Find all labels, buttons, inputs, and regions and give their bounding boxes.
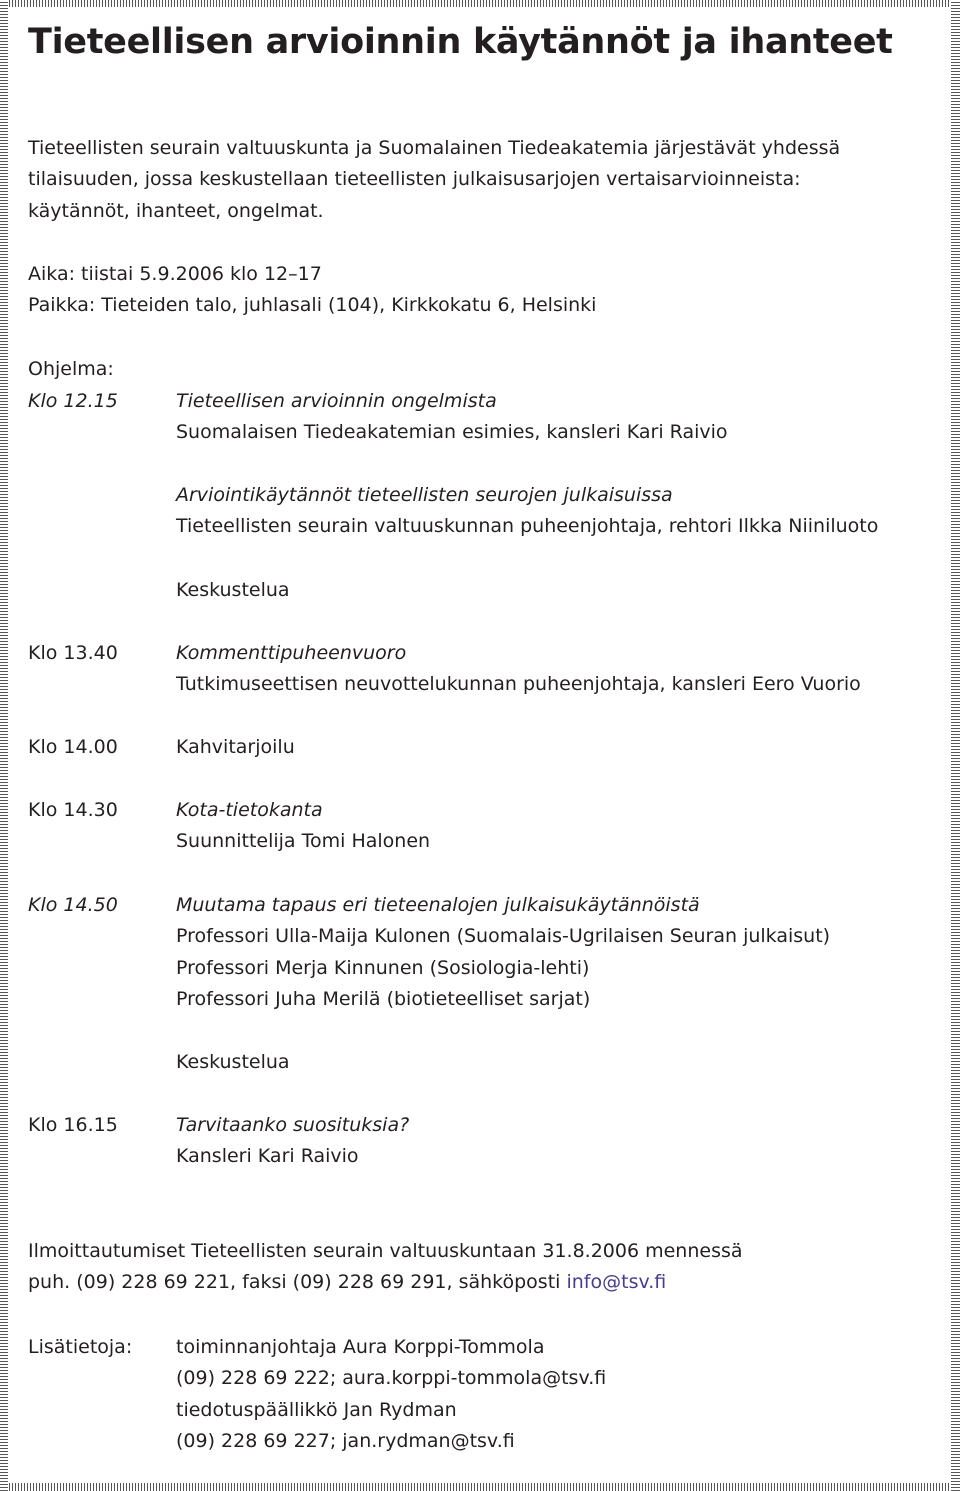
program-label: Ohjelma: — [28, 358, 114, 380]
border-top — [0, 0, 960, 7]
intro-line: Tieteellisten seurain valtuuskunta ja Suomalainen Tiedeakatemia järjestävät yhdessä — [28, 137, 841, 159]
intro-line: käytännöt, ihanteet, ongelmat. — [28, 199, 324, 222]
event-info — [28, 259, 596, 322]
program-time: Klo 14.30 — [28, 799, 118, 821]
program-body — [176, 575, 290, 606]
program-topic: Kahvitarjoilu — [176, 736, 295, 758]
email-link[interactable]: info@tsv.fi — [566, 1271, 667, 1294]
program-speaker: Tutkimuseettisen neuvottelukunnan puheenjohtaja, kansleri Eero Vuorio — [176, 673, 861, 696]
program-body — [176, 638, 861, 701]
program-topic: Muutama tapaus eri tieteenalojen julkaisukäytännöistä — [176, 894, 700, 916]
program-topic: Tieteellisen arvioinnin ongelmista — [176, 390, 497, 412]
program-speaker: Suomalaisen Tiedeakatemian esimies, kansleri Kari Raivio — [176, 421, 728, 444]
program-speaker: Suunnittelija Tomi Halonen — [176, 830, 431, 853]
event-time: Aika: tiistai 5.9.2006 klo 12–17 — [28, 263, 322, 285]
program-speaker: Kansleri Kari Raivio — [176, 1145, 359, 1168]
program-speaker: Professori Juha Merilä (biotieteelliset sarjat) — [176, 988, 591, 1011]
program-time: Klo 14.50 — [28, 894, 118, 916]
border-bottom — [0, 1483, 960, 1491]
border-right — [951, 0, 960, 1491]
more-info-label: Lisätietoja: — [28, 1336, 133, 1358]
registration-info — [28, 1236, 743, 1299]
program-body — [176, 1047, 290, 1078]
program-speaker: Professori Merja Kinnunen (Sosiologia-lehti) — [176, 956, 590, 979]
border-left — [0, 0, 8, 1491]
program-topic: Kota-tietokanta — [176, 799, 323, 821]
program-time: Klo 13.40 — [28, 642, 118, 664]
program-time: Klo 14.00 — [28, 736, 118, 758]
program-topic: Keskustelua — [176, 1051, 290, 1073]
registration-phone: puh. (09) 228 69 221, faksi (09) 228 69 291, sähköposti — [28, 1271, 567, 1294]
registration-contact — [28, 1267, 743, 1298]
intro-paragraph — [28, 133, 840, 227]
contact-person: toiminnanjohtaja Aura Korppi-Tommola — [176, 1336, 545, 1358]
intro-line: tilaisuuden, jossa keskustellaan tieteellisten julkaisusarjojen vertaisarvioinneista: — [28, 168, 801, 191]
program-body — [176, 890, 830, 1016]
program-topic: Tarvitaanko suosituksia? — [176, 1114, 410, 1136]
more-info-values — [176, 1332, 606, 1458]
program-topic: Kommenttipuheenvuoro — [176, 642, 407, 664]
event-place: Paikka: Tieteiden talo, juhlasali (104), Kirkkokatu 6, Helsinki — [28, 294, 597, 317]
program-body — [176, 732, 295, 763]
program-speaker: Tieteellisten seurain valtuuskunnan puheenjohtaja, rehtori Ilkka Niiniluoto — [176, 515, 879, 538]
contact-details: (09) 228 69 227; jan.rydman@tsv.fi — [176, 1430, 515, 1453]
program-body — [176, 795, 430, 858]
program-body — [176, 480, 878, 543]
program-topic: Arviointikäytännöt tieteellisten seurojen julkaisuissa — [176, 484, 673, 506]
program-time: Klo 12.15 — [28, 390, 118, 412]
program-topic: Keskustelua — [176, 579, 290, 601]
program-body — [176, 386, 728, 449]
contact-details: (09) 228 69 222; aura.korppi-tommola@tsv.fi — [176, 1367, 607, 1390]
contact-person: tiedotuspäällikkö Jan Rydman — [176, 1398, 457, 1421]
program-speaker: Professori Ulla-Maija Kulonen (Suomalais-Ugrilaisen Seuran julkaisut) — [176, 925, 831, 948]
program-body — [176, 1110, 409, 1173]
page-title: Tieteellisen arvioinnin käytännöt ja ihanteet — [28, 22, 893, 62]
registration-deadline: Ilmoittautumiset Tieteellisten seurain valtuuskuntaan 31.8.2006 mennessä — [28, 1240, 743, 1262]
program-time: Klo 16.15 — [28, 1114, 118, 1136]
